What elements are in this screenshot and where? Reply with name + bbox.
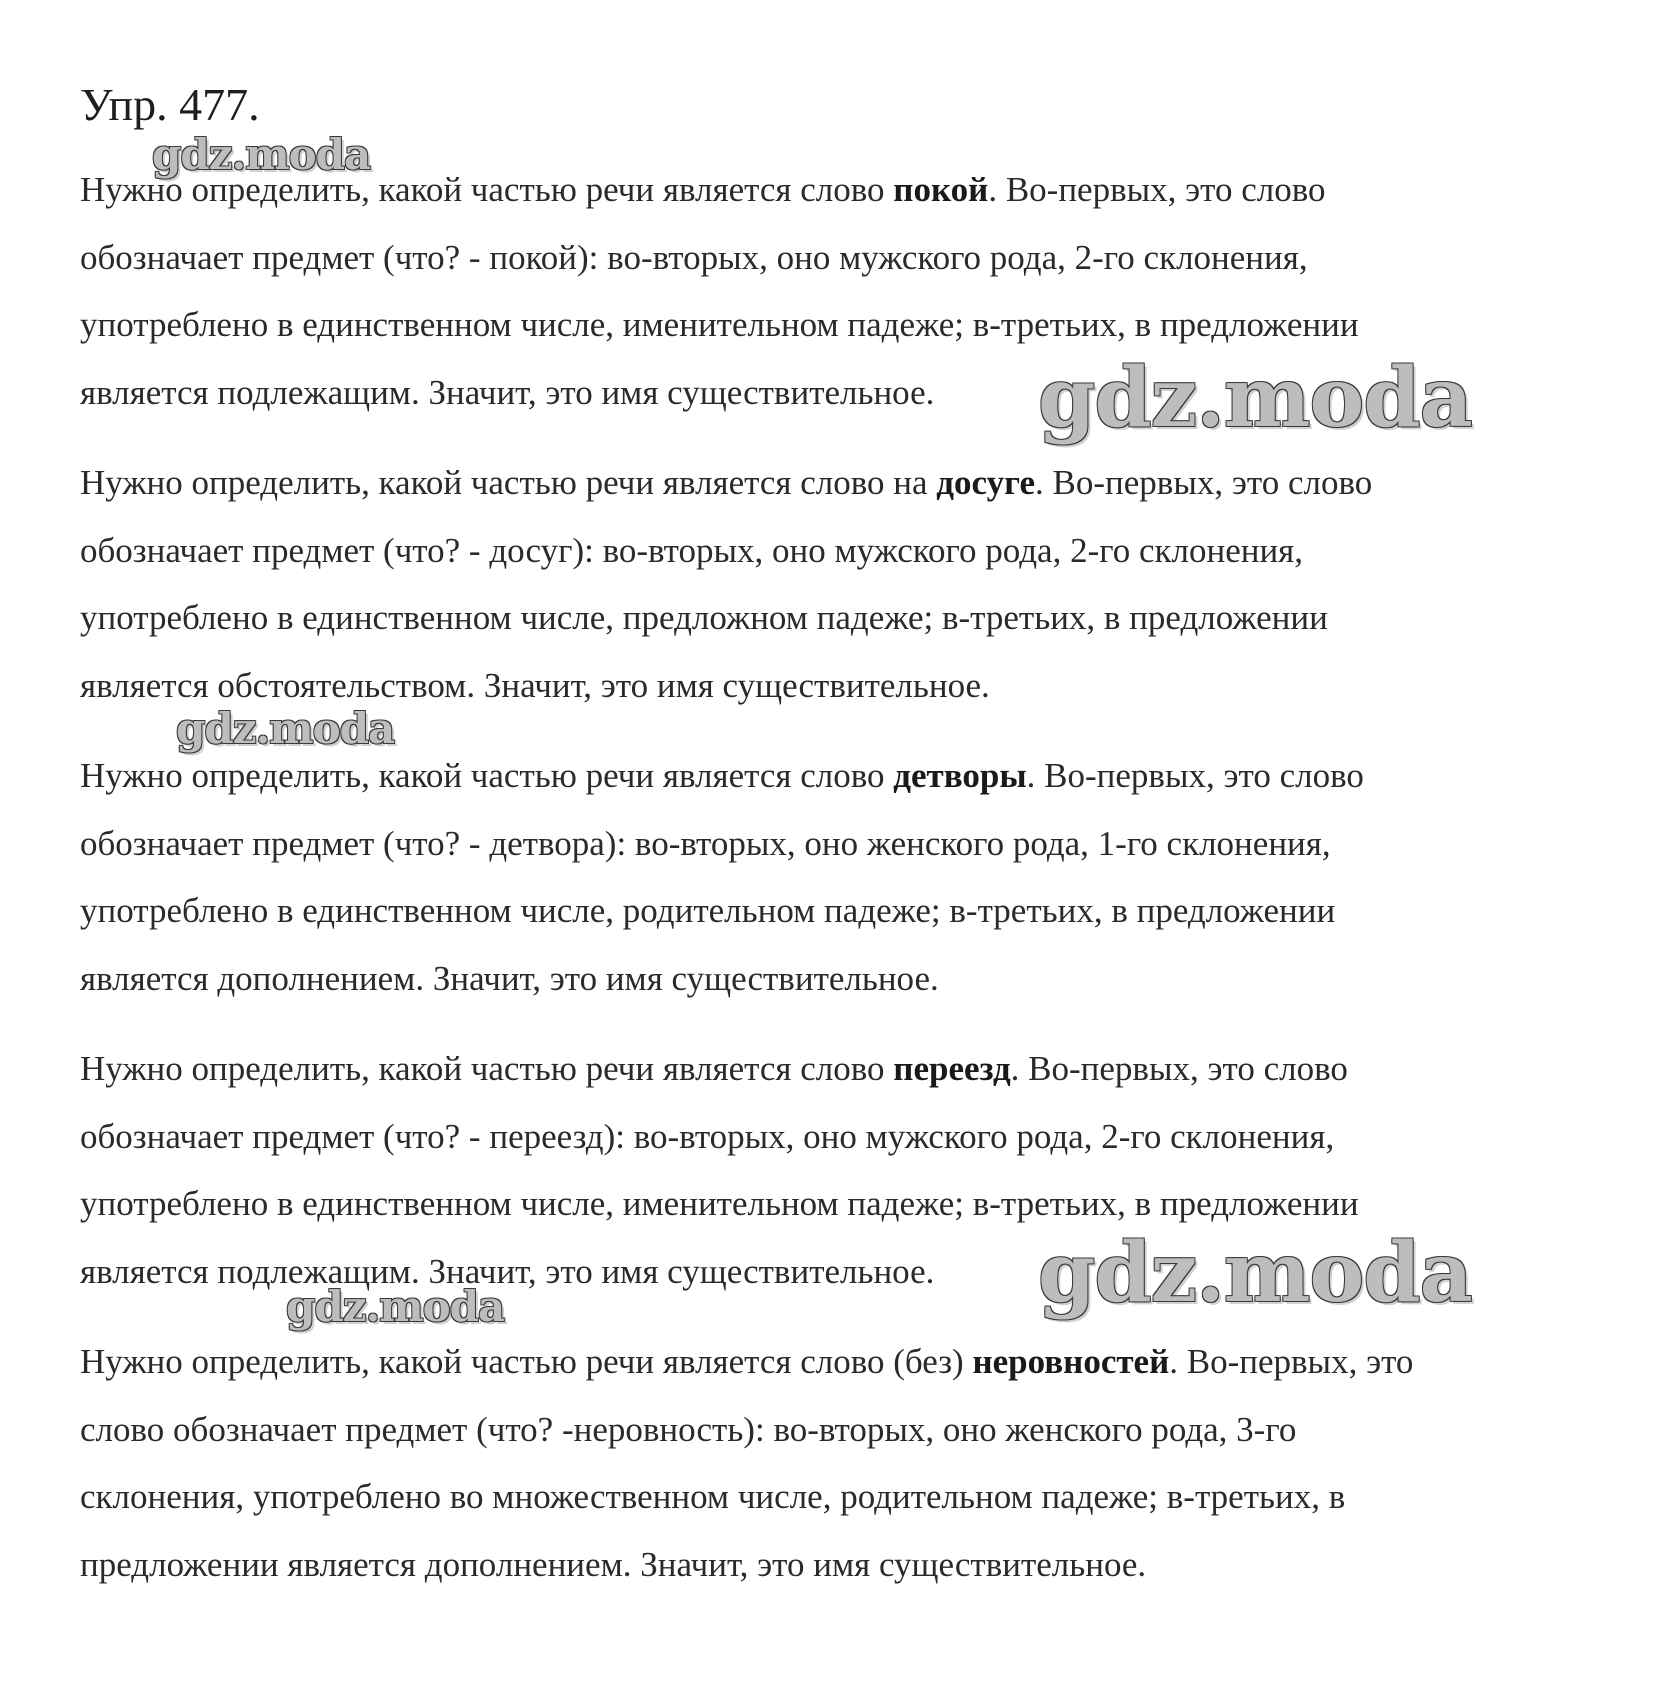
paragraph-line: обозначает предмет (что? - переезд): во-вторых, оно мужского рода, 2-го склонения, (80, 1116, 1335, 1156)
watermark-logo: gdz.moda (152, 130, 371, 179)
answer-paragraph-detvory (80, 742, 1600, 1012)
paragraph-line: обозначает предмет (что? - детвора): во-вторых, оно женского рода, 1-го склонения, (80, 823, 1331, 863)
paragraph-line: слово обозначает предмет (что? -неровность): во-вторых, оно женского рода, 3-го (80, 1409, 1297, 1449)
answer-paragraph-pokoy (80, 156, 1600, 426)
paragraph-line: обозначает предмет (что? - досуг): во-вторых, оно мужского рода, 2-го склонения, (80, 530, 1304, 570)
paragraph-line: Нужно определить, какой частью речи является слово (без) неровностей. Во-первых, это (80, 1342, 1414, 1381)
watermark-logo: gdz.moda (1038, 350, 1472, 446)
key-word: детворы (893, 756, 1027, 795)
watermark-logo: gdz.moda (1038, 1225, 1472, 1321)
paragraph-line: Нужно определить, какой частью речи является слово переезд. Во-первых, это слово (80, 1049, 1348, 1088)
key-word: переезд (893, 1049, 1011, 1088)
watermark-logo: gdz.moda (286, 1282, 505, 1331)
key-word: неровностей (972, 1342, 1170, 1381)
paragraph-line: предложении является дополнением. Значит, это имя существительное. (80, 1544, 1147, 1584)
paragraph-line: склонения, употреблено во множественном числе, родительном падеже; в-третьих, в (80, 1477, 1346, 1516)
key-word: покой (893, 170, 989, 209)
paragraph-line: обозначает предмет (что? - покой): во-вторых, оно мужского рода, 2-го склонения, (80, 237, 1308, 277)
paragraph-line: употреблено в единственном числе, родительном падеже; в-третьих, в предложении (80, 891, 1336, 930)
watermark-logo: gdz.moda (176, 704, 395, 753)
paragraph-line: употреблено в единственном числе, именительном падеже; в-третьих, в предложении (80, 305, 1359, 344)
key-word: досуге (936, 463, 1036, 502)
answer-paragraph-pereezd (80, 1035, 1600, 1305)
paragraph-line: Нужно определить, какой частью речи является слово детворы. Во-первых, это слово (80, 756, 1364, 795)
answer-paragraph-nerovnostey (80, 1328, 1600, 1598)
paragraph-line: Нужно определить, какой частью речи является слово на досуге. Во-первых, это слово (80, 463, 1373, 502)
paragraph-line: является обстоятельством. Значит, это имя существительное. (80, 665, 990, 705)
paragraph-line: является дополнением. Значит, это имя существительное. (80, 958, 939, 998)
paragraph-line: употреблено в единственном числе, предложном падеже; в-третьих, в предложении (80, 598, 1328, 637)
paragraph-line: употреблено в единственном числе, именительном падеже; в-третьих, в предложении (80, 1184, 1359, 1223)
paragraph-line: Нужно определить, какой частью речи является слово покой. Во-первых, это слово (80, 170, 1326, 209)
answer-paragraph-dosuge (80, 449, 1600, 719)
paragraph-line: является подлежащим. Значит, это имя существительное. (80, 1251, 935, 1291)
paragraph-line: является подлежащим. Значит, это имя существительное. (80, 372, 935, 412)
exercise-title: Упр. 477. (80, 79, 260, 130)
